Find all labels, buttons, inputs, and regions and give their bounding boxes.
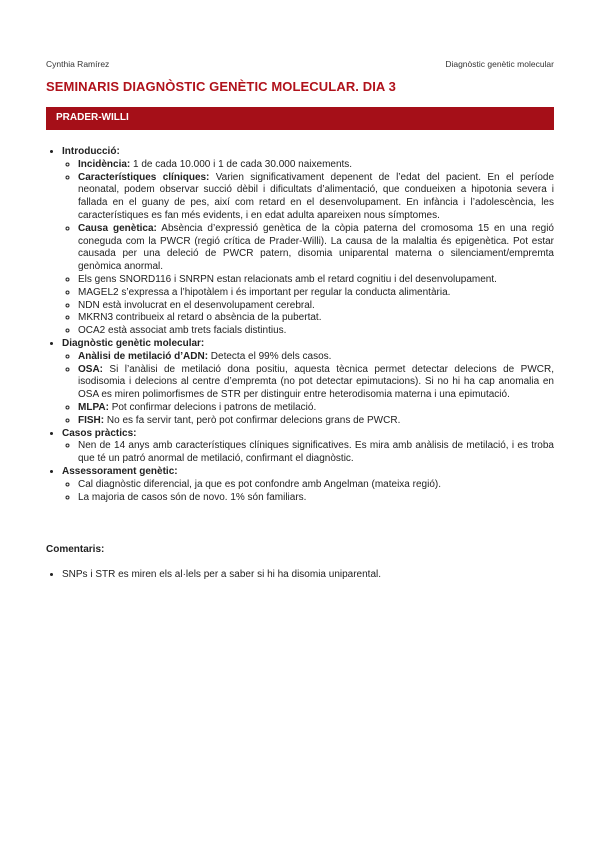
item-text: Si l’anàlisi de metilació dona positiu, aquesta tècnica permet detectar delecions de PWCR, isodisomia i delecions al centre d’empremta (no pot detectar epimutacions). Si no hi ha cap anomalia en OSA es miren polimorfismes de STR per distinguir entre heterodisomia materna i una epimutació. [78, 363, 554, 401]
list-item [78, 274, 554, 287]
header-subject: Diagnòstic genètic molecular [445, 59, 554, 69]
document-title: SEMINARIS DIAGNÒSTIC GENÈTIC MOLECULAR. DIA 3 [46, 79, 396, 94]
comments-heading: Comentaris: [46, 544, 105, 555]
item-text: Pot confirmar delecions i patrons de metilació. [108, 401, 317, 413]
list-item [78, 325, 554, 338]
main-content [46, 146, 554, 504]
subsection-list [62, 351, 554, 428]
list-item [78, 479, 554, 492]
item-text: Absència d’expressió genètica de la còpia paterna del cromosoma 15 en una regió coneguda com la PWCR (regió crítica de Prader-Willi). La causa de la malaltia és epigenètica. Pot estar causada per una deleció de PWCR patern, disomia uniparental materna o silenciament/empremta genòmica anormal. [78, 222, 554, 273]
item-text: SNPs i STR es miren els al·lels per a saber si hi ha disomia uniparental. [62, 569, 382, 580]
list-item [78, 402, 554, 415]
item-text: OCA2 està associat amb trets facials distintius. [78, 325, 287, 337]
section-diagnosis [62, 338, 554, 428]
subsection-list [62, 440, 554, 466]
section-heading: Diagnòstic genètic molecular: [62, 337, 205, 349]
item-text: 1 de cada 10.000 i 1 de cada 30.000 naixements. [130, 158, 353, 170]
item-term: FISH: [78, 414, 105, 426]
comments-content [46, 569, 554, 582]
list-item [78, 300, 554, 313]
item-term: Incidència: [78, 158, 131, 170]
list-item [78, 159, 554, 172]
item-term: MLPA: [78, 401, 109, 413]
section-counseling [62, 466, 554, 504]
item-text: NDN està involucrat en el desenvolupament cerebral. [78, 299, 315, 311]
subsection-list [62, 159, 554, 338]
list-item [78, 223, 554, 274]
list-item [62, 569, 554, 582]
item-text: La majoria de casos són de novo. 1% són familiars. [78, 491, 307, 503]
item-text: Detecta el 99% dels casos. [208, 350, 332, 362]
section-heading: Casos pràctics: [62, 427, 137, 439]
list-item [78, 492, 554, 505]
page-header [46, 59, 554, 69]
list-item [78, 312, 554, 325]
item-text: MKRN3 contribueix al retard o absència de la pubertat. [78, 312, 322, 324]
outline-list [46, 146, 554, 504]
list-item [78, 351, 554, 364]
item-term: OSA: [78, 363, 103, 375]
item-text: Varien significativament depenent de l’edat del pacient. En el període neonatal, podem observar succió dèbil i dificultats d’alimentació, que condueixen a hipotonia severa i fallada en el guany de pes, així com retard en el desenvolupament. En infància i l’adolescència, les característiques es fan més evidents, i en edat adulta apareixen nous símptomes. [78, 171, 555, 221]
subsection-list [62, 479, 554, 505]
section-heading: Assessorament genètic: [62, 465, 178, 477]
list-item [78, 440, 554, 466]
comments-list [46, 569, 554, 582]
item-term: Causa genètica: [78, 222, 157, 234]
list-item [78, 287, 554, 300]
list-item [78, 415, 554, 428]
list-item [78, 364, 554, 402]
section-intro [62, 146, 554, 338]
section-banner [46, 107, 554, 130]
section-heading: Introducció: [62, 146, 120, 157]
item-term: Anàlisi de metilació d’ADN: [78, 350, 209, 362]
item-text: Els gens SNORD116 i SNRPN estan relacionats amb el retard cognitiu i del desenvolupament. [78, 273, 497, 285]
section-cases [62, 428, 554, 466]
banner-label: PRADER-WILLI [56, 112, 129, 123]
item-text: MAGEL2 s’expressa a l’hipotàlem i és important per regular la conducta alimentària. [78, 286, 451, 298]
list-item [78, 172, 554, 223]
item-text: Cal diagnòstic diferencial, ja que es pot confondre amb Angelman (mateixa regió). [78, 478, 441, 490]
item-term: Característiques clíniques: [78, 171, 210, 183]
item-text: No es fa servir tant, però pot confirmar delecions grans de PWCR. [104, 414, 401, 426]
header-author: Cynthia Ramírez [46, 59, 110, 69]
item-text: Nen de 14 anys amb característiques clíniques significatives. Es mira amb anàlisis de metilació, i es troba que té un patró anormal de metilació, confirmant el diagnòstic. [78, 440, 554, 465]
